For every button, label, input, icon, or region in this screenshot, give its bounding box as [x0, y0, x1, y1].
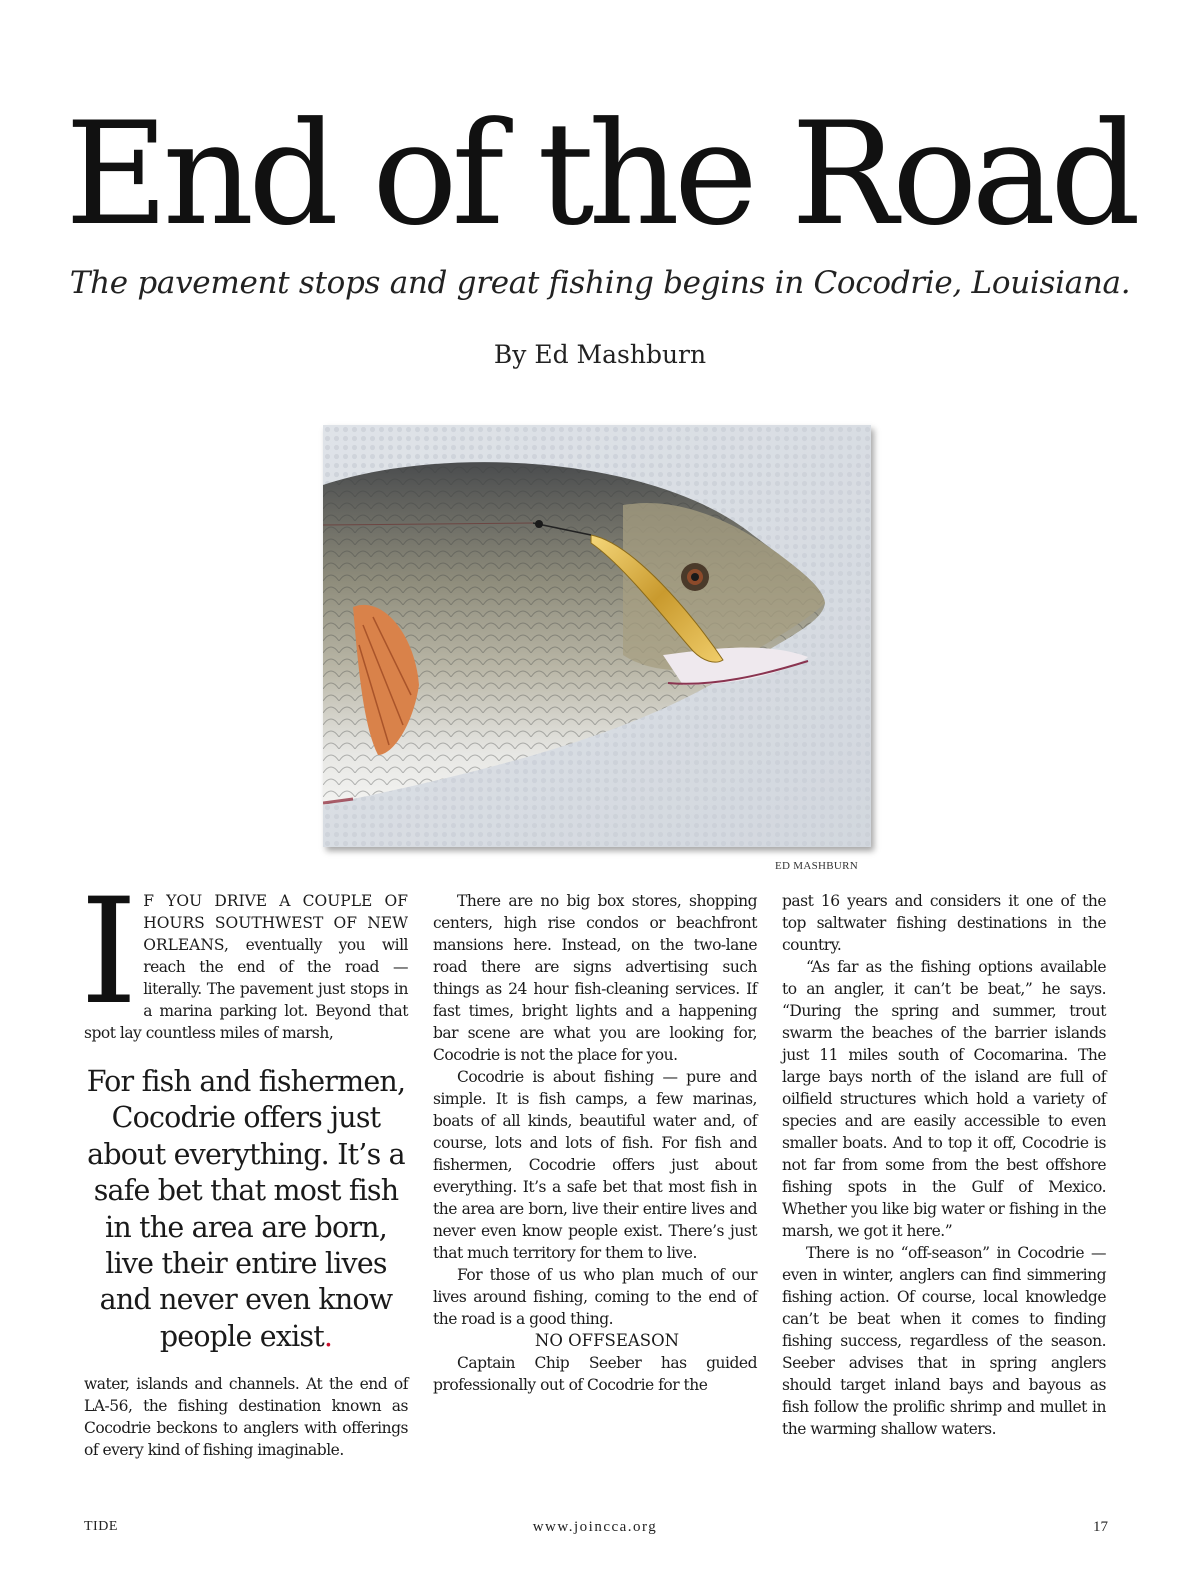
redfish-photo [323, 425, 871, 847]
section-subhead: NO OFFSEASON [534, 1331, 680, 1350]
pull-quote-accent-dot: . [323, 1319, 333, 1353]
lead-paragraph-continued: water, islands and channels. At the end of LA-56, the fishing destination known as Cocodrie beckons to anglers with offerings of every kind of fishing imaginable. [84, 1375, 408, 1460]
paragraph: “As far as the fishing options available to an angler, it can’t be beat,” he says. “During the spring and summer, trout swarm the beaches of the barrier islands just 11 miles south of Cocomarina. The large bays north of the island are full of oilfield structures which hold a variety of species and are easily accessible to even smaller boats. And to top it off, Cocodrie is not far from some from the best offshore fishing spots in the Gulf of Mexico. Whether you like big water or fishing in the marsh, we got it here.” [782, 958, 1106, 1240]
lead-caps: F YOU DRIVE A COUPLE OF HOURS SOUTHWEST OF NEW ORLEANS, [143, 892, 408, 954]
paragraph: past 16 years and considers it one of the top saltwater fishing destinations in the country. [782, 892, 1106, 954]
article-title: End of the Road [65, 92, 1135, 257]
paragraph: Cocodrie is about fishing — pure and simple. It is fish camps, a few marinas, boats of all kinds, beautiful water and, of course, lots and lots of fish. For fish and fishermen, Cocodrie offers just about everything. It’s a safe bet that most fish in the area are born, live their entire lives and never even know people exist. There’s just that much territory for them to live. [433, 1068, 757, 1262]
byline: By Ed Mashburn [493, 340, 707, 369]
column-1 [80, 867, 408, 1461]
paragraph: There is no “off-season” in Cocodrie — even in winter, anglers can find simmering fishing action. Of course, local knowledge can’t be beat when it comes to finding fishing success, regardless of the season. Seeber advises that in spring anglers should target inland bays and bayous as fish follow the prolific shrimp and mullet in the warming shallow waters. [782, 1244, 1106, 1438]
article-subtitle: The pavement stops and great fishing begins in Cocodrie, Louisiana. [69, 265, 1131, 301]
column-3 [782, 890, 1106, 1440]
paragraph: Captain Chip Seeber has guided professionally out of Cocodrie for the [433, 1354, 757, 1394]
footer-website: www.joincca.org [532, 1519, 658, 1535]
lead-paragraph-text: eventually you will reach the end of the road — literally. The pavement just stops in a marina parking lot. Beyond that spot lay countless miles of marsh, [84, 936, 408, 1042]
column-2 [433, 890, 757, 1396]
drop-cap: I [80, 867, 138, 1037]
photo-credit: ED MASHBURN [774, 860, 858, 872]
paragraph: There are no big box stores, shopping centers, high rise condos or beachfront mansions here. Instead, on the two-lane road there are signs advertising such things as 24 hour fish-cleaning services. If fast times, bright lights and a happening bar scene are what you are looking for, Cocodrie is not the place for you. [433, 892, 757, 1064]
page-number: 17 [1093, 1519, 1108, 1535]
footer-publication: TIDE [84, 1519, 118, 1534]
lead-paragraph [80, 867, 408, 1044]
paragraph: For those of us who plan much of our lives around fishing, coming to the end of the road is a good thing. [433, 1266, 757, 1328]
pull-quote [84, 1064, 408, 1355]
pull-quote-text: For fish and fishermen, Cocodrie offers just about everything. It’s a safe bet that most fish in the area are born, live their entire lives and never even know people exist [86, 1065, 406, 1353]
